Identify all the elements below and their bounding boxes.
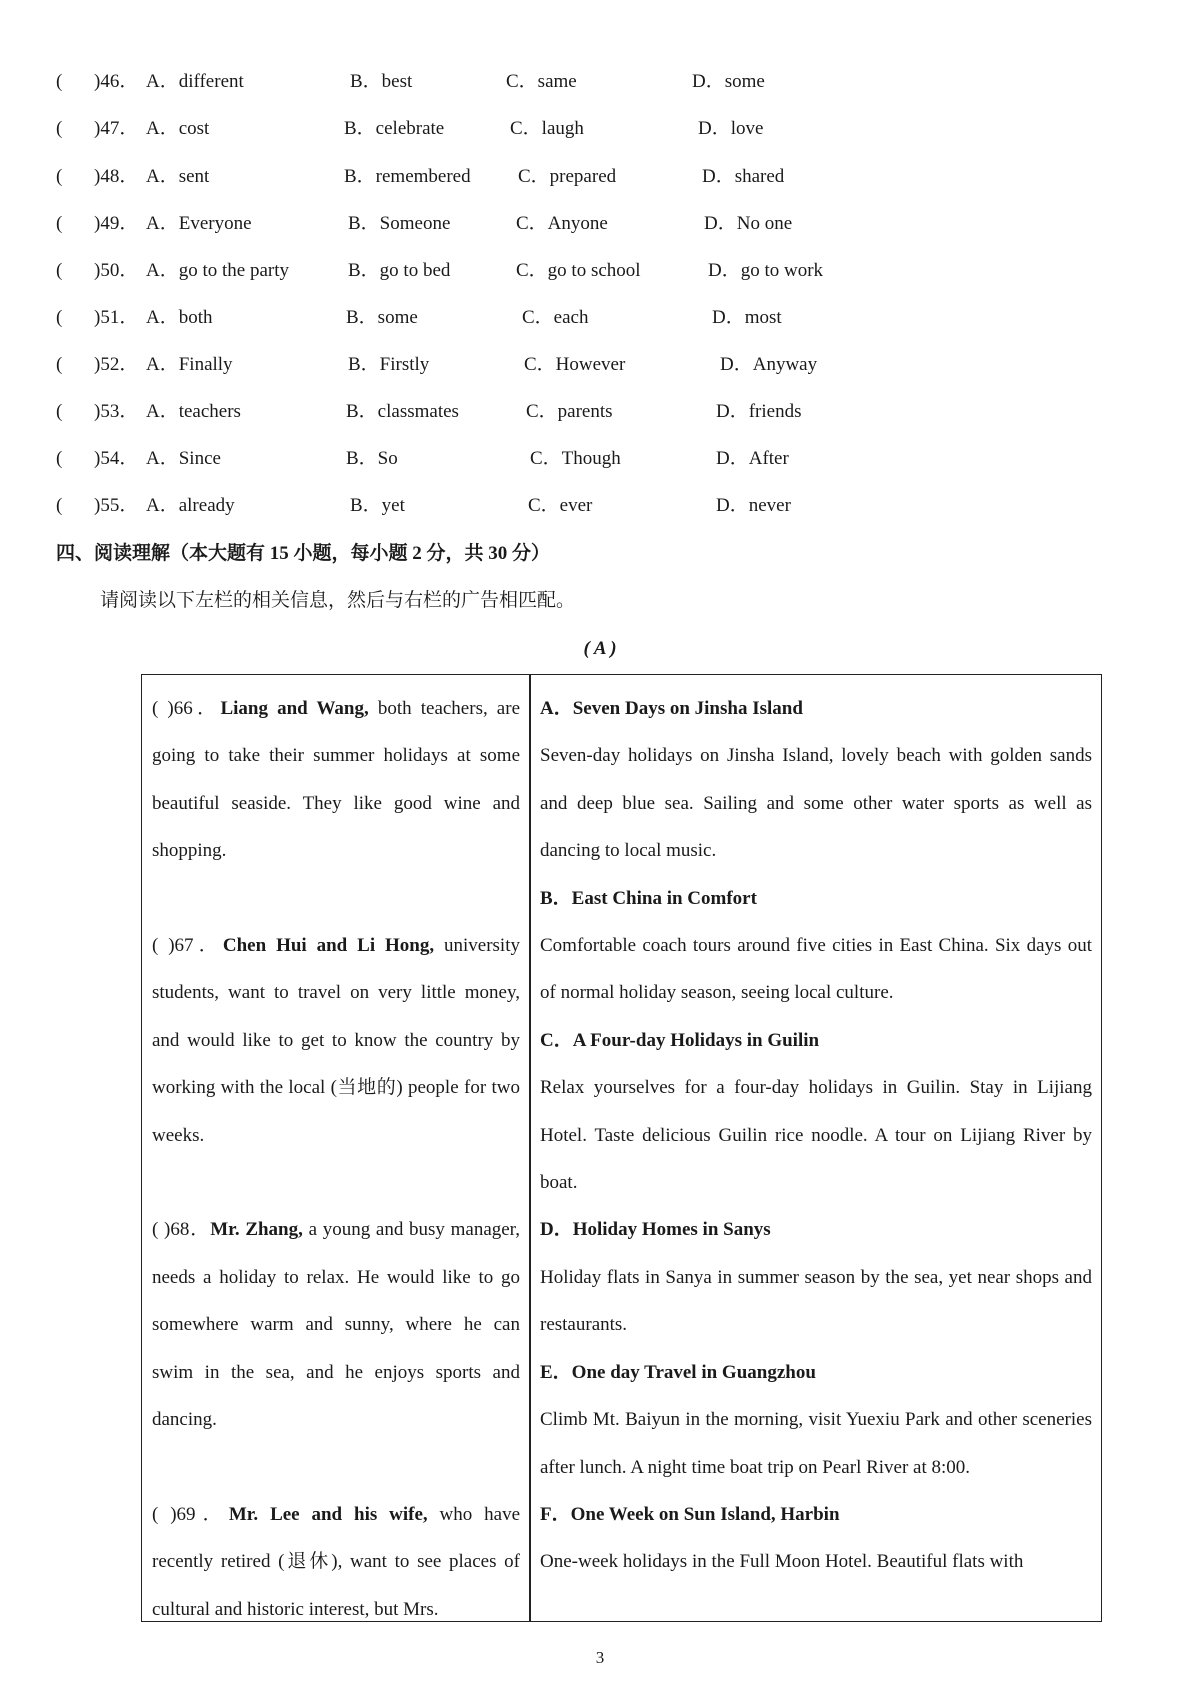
question-number: )46． bbox=[94, 71, 139, 92]
ads-column bbox=[540, 685, 1092, 1586]
option-d: D．After bbox=[716, 448, 789, 469]
ad-f-title: F．One Week on Sun Island, Harbin bbox=[540, 1503, 840, 1525]
option-a: A．Finally bbox=[146, 354, 233, 375]
answer-blank[interactable]: ( bbox=[56, 71, 63, 92]
option-b: B．Someone bbox=[348, 213, 451, 234]
question-69 bbox=[152, 1491, 520, 1622]
option-a: A．both bbox=[146, 307, 213, 328]
ad-c-title: C．A Four-day Holidays in Guilin bbox=[540, 1029, 820, 1051]
answer-blank[interactable]: ( bbox=[56, 166, 63, 187]
ad-d-text: Holiday flats in Sanya in summer season by the sea, yet near shops and restaurants. bbox=[540, 1266, 1092, 1336]
column-divider bbox=[529, 675, 531, 1621]
answer-blank[interactable]: ( bbox=[56, 260, 63, 281]
ad-f-text: One-week holidays in the Full Moon Hotel. Beautiful flats with bbox=[540, 1551, 1024, 1573]
question-subject: Mr. Zhang, bbox=[210, 1219, 303, 1241]
option-d: D．friends bbox=[716, 401, 802, 422]
option-b: B．remembered bbox=[344, 166, 471, 187]
question-text: who have recently retired (退休), want to see places of cultural and historic interest, but Mrs. bbox=[152, 1503, 521, 1620]
ad-e-title: E．One day Travel in Guangzhou bbox=[540, 1361, 816, 1383]
question-66 bbox=[152, 685, 520, 875]
option-d: D．some bbox=[692, 71, 765, 92]
option-a: A．go to the party bbox=[146, 260, 290, 281]
answer-blank[interactable]: ( bbox=[56, 401, 63, 422]
question-number: )49． bbox=[94, 213, 139, 234]
page-number: 3 bbox=[595, 1648, 605, 1667]
ad-d-title: D．Holiday Homes in Sanys bbox=[540, 1219, 771, 1241]
option-d: D．love bbox=[698, 118, 764, 139]
option-c: C．Though bbox=[530, 448, 621, 469]
option-d: D．never bbox=[716, 495, 791, 516]
ad-b-text: Comfortable coach tours around five cities in East China. Six days out of normal holiday season, seeing local culture. bbox=[540, 935, 1092, 1004]
question-number: )48． bbox=[94, 166, 139, 187]
question-number: )53． bbox=[94, 401, 139, 422]
question-number: )50． bbox=[94, 260, 139, 281]
option-d: D．most bbox=[712, 307, 782, 328]
answer-blank[interactable]: ( )66． bbox=[152, 698, 221, 719]
option-d: D．Anyway bbox=[720, 354, 818, 375]
questions-column bbox=[152, 685, 520, 1622]
option-c: C．Anyone bbox=[516, 213, 608, 234]
option-b: B．So bbox=[346, 448, 398, 469]
question-68 bbox=[152, 1206, 520, 1443]
question-text: a young and busy manager, needs a holiday to relax. He would like to go somewhere warm and sunny, where he can swim in the sea, and he enjoys sports and dancing. bbox=[152, 1219, 521, 1431]
answer-blank[interactable]: ( )69． bbox=[152, 1503, 229, 1525]
option-b: B．yet bbox=[350, 495, 405, 516]
option-a: A．Since bbox=[146, 448, 221, 469]
option-a: A．Everyone bbox=[146, 213, 252, 234]
option-a: A．teachers bbox=[146, 401, 241, 422]
option-d: D．go to work bbox=[708, 260, 824, 281]
option-b: B．Firstly bbox=[348, 354, 430, 375]
section-title: 四、阅读理解（本大题有 15 小题，每小题 2 分，共 30 分） bbox=[56, 543, 551, 564]
option-c: C．each bbox=[522, 307, 589, 328]
passage-label: ( A ) bbox=[583, 638, 617, 659]
matching-table bbox=[141, 674, 1102, 1622]
option-b: B．best bbox=[350, 71, 413, 92]
option-c: C．same bbox=[506, 71, 577, 92]
option-b: B．celebrate bbox=[344, 118, 445, 139]
option-d: D．shared bbox=[702, 166, 785, 187]
question-subject: Chen Hui and Li Hong, bbox=[222, 935, 435, 957]
option-a: A．already bbox=[146, 495, 235, 516]
question-text: both teachers, are going to take their summer holidays at some beautiful seaside. They like good wine and shopping. bbox=[152, 698, 521, 862]
question-number: )52． bbox=[94, 354, 139, 375]
answer-blank[interactable]: ( bbox=[56, 495, 63, 516]
option-a: A．sent bbox=[146, 166, 210, 187]
question-number: )55． bbox=[94, 495, 139, 516]
ad-b-title: B．East China in Comfort bbox=[540, 887, 757, 909]
option-c: C．laugh bbox=[510, 118, 584, 139]
question-67 bbox=[152, 922, 520, 1159]
option-c: C．prepared bbox=[518, 166, 617, 187]
question-number: )51． bbox=[94, 307, 139, 328]
option-a: A．cost bbox=[146, 118, 210, 139]
option-c: C．parents bbox=[526, 401, 613, 422]
question-subject: Mr. Lee and his wife, bbox=[228, 1503, 428, 1525]
answer-blank[interactable]: ( bbox=[56, 213, 63, 234]
ad-a-text: Seven-day holidays on Jinsha Island, lovely beach with golden sands and deep blue sea. Sailing and some other water sports as well as dancing to local music. bbox=[540, 745, 1092, 862]
section-instruction: 请阅读以下左栏的相关信息，然后与右栏的广告相匹配。 bbox=[100, 590, 576, 611]
option-d: D．No one bbox=[704, 213, 793, 234]
question-number: )54． bbox=[94, 448, 139, 469]
option-b: B．some bbox=[346, 307, 418, 328]
option-b: B．classmates bbox=[346, 401, 459, 422]
question-subject: Liang and Wang, bbox=[220, 698, 369, 719]
option-c: C．go to school bbox=[516, 260, 641, 281]
option-c: C．However bbox=[524, 354, 626, 375]
question-number: )47． bbox=[94, 118, 139, 139]
ad-c-text: Relax yourselves for a four-day holidays in Guilin. Stay in Lijiang Hotel. Taste delicious Guilin rice noodle. A tour on Lijiang River by boat. bbox=[540, 1077, 1092, 1194]
option-b: B．go to bed bbox=[348, 260, 451, 281]
question-text: university students, want to travel on very little money, and would like to get to know the country by working with the local (当地的) people for two weeks. bbox=[152, 935, 520, 1146]
answer-blank[interactable]: ( bbox=[56, 307, 63, 328]
option-a: A．different bbox=[146, 71, 244, 92]
answer-blank[interactable]: ( )68． bbox=[152, 1219, 211, 1241]
ad-a-title: A．Seven Days on Jinsha Island bbox=[540, 698, 803, 719]
answer-blank[interactable]: ( )67． bbox=[152, 935, 223, 957]
answer-blank[interactable]: ( bbox=[56, 354, 63, 375]
ad-e-text: Climb Mt. Baiyun in the morning, visit Yuexiu Park and other sceneries after lunch. A night time boat trip on Pearl River at 8:00. bbox=[540, 1409, 1092, 1478]
option-c: C．ever bbox=[528, 495, 593, 516]
answer-blank[interactable]: ( bbox=[56, 448, 63, 469]
answer-blank[interactable]: ( bbox=[56, 118, 63, 139]
